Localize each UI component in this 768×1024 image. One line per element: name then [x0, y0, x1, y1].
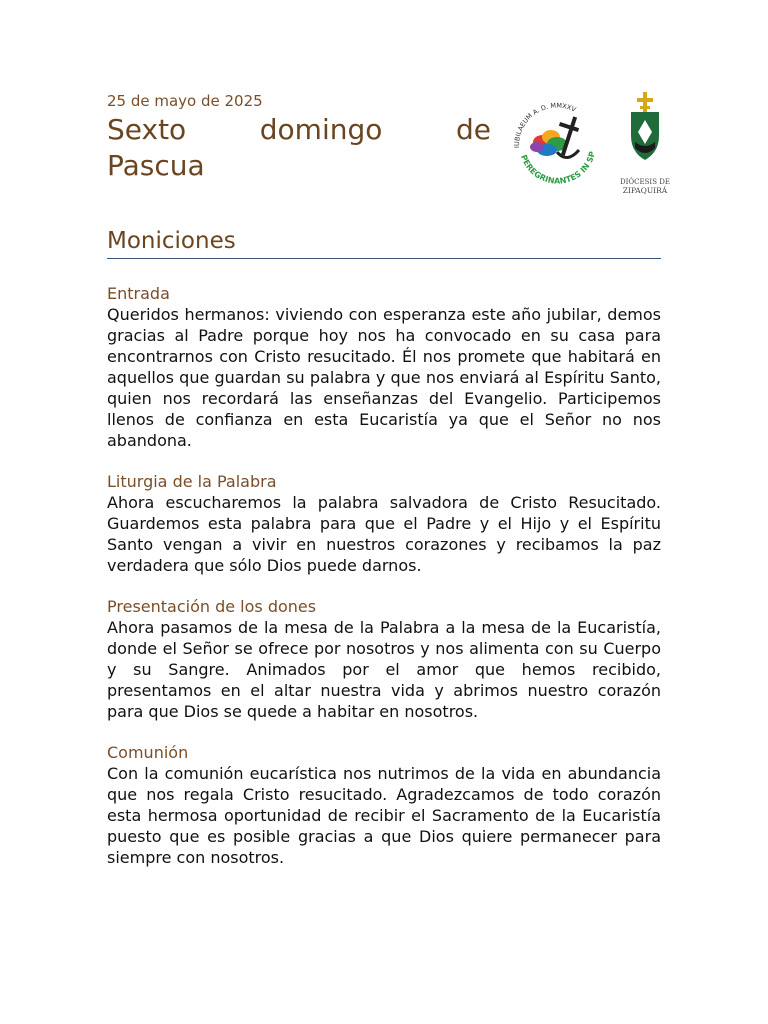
title-line-2: Pascua [107, 149, 205, 182]
monicion-heading: Entrada [107, 284, 170, 303]
title-word: domingo [259, 113, 383, 146]
monicion-text: Ahora escucharemos la palabra salvadora de Cristo Resucitado. Guardemos esta palabra para que el Padre y el Hijo y el Espíritu Santo vengan a vivir en nuestros corazones y recibamos la paz verdadera que sólo Dios puede darnos. [107, 493, 661, 575]
monicion-text: Con la comunión eucarística nos nutrimos de la vida en abundancia que nos regala Cristo resucitado. Agradezcamos de todo corazón esta hermosa oportunidad de recibir el Sacramento de la Eucaristía puesto que es posible gracias a que Dios quiere permanecer para siempre con nosotros. [107, 764, 661, 867]
monicion-comunion [107, 742, 661, 868]
jubilee-top-text: IUBILAEUM A. D. MMXXV [512, 101, 578, 149]
jubilee-logo [511, 90, 597, 186]
monicion-heading: Liturgia de la Palabra [107, 472, 277, 491]
jubilee-bottom-text: PEREGRINANTES IN SP [519, 150, 598, 186]
diocese-name-line2: ZIPAQUIRÁ [622, 186, 668, 195]
diocese-name-line1: DIÓCESIS DE [620, 178, 670, 186]
diocese-crest-icon [631, 92, 659, 160]
monicion-presentacion [107, 596, 661, 722]
page-title [107, 112, 491, 184]
title-word: Sexto [107, 113, 187, 146]
header-logos [511, 90, 671, 200]
pilgrims-icon [530, 130, 567, 156]
date-label: 25 de mayo de 2025 [107, 92, 263, 110]
monicion-entrada [107, 283, 661, 451]
title-word: de [455, 113, 491, 146]
monicion-heading: Comunión [107, 743, 189, 762]
monicion-heading: Presentación de los dones [107, 597, 317, 616]
logos-svg [511, 90, 671, 200]
cross-anchor-icon [557, 116, 579, 157]
monicion-text: Ahora pasamos de la mesa de la Palabra a la mesa de la Eucaristía, donde el Señor se ofrece por nosotros y nos alimenta con su Cuerpo y su Sangre. Animados por el amor que hemos recibido, presentamos en el altar nuestra vida y abrimos nuestro corazón para que Dios se quede a habitar en nosotros. [107, 618, 661, 721]
moniciones-list [107, 283, 661, 888]
monicion-text: Queridos hermanos: viviendo con esperanza este año jubilar, demos gracias al Padre porque hoy nos ha convocado en su casa para encontrarnos con Cristo resucitado. Él nos promete que habitará en aquellos que guardan su palabra y que nos enviará al Espíritu Santo, quien nos recordará las enseñanzas del Evangelio. Participemos llenos de confianza en esta Eucaristía ya que el Señor no nos abandona. [107, 305, 661, 450]
section-title: Moniciones [107, 228, 661, 259]
monicion-liturgia [107, 471, 661, 576]
